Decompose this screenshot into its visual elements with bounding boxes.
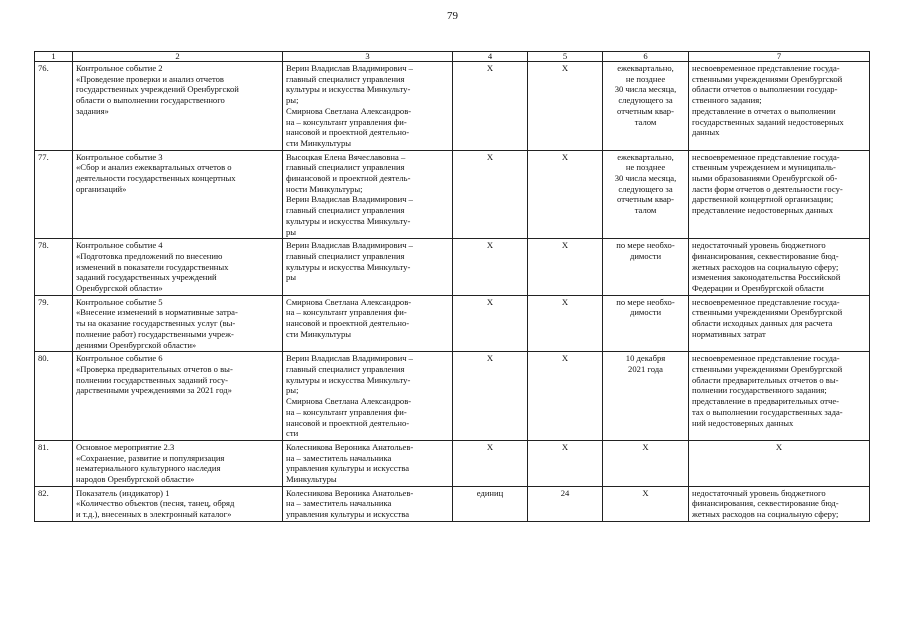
header-cell: 2 (73, 52, 283, 62)
cell-line: главный специалист управления (286, 162, 405, 173)
cell-c2 (73, 440, 283, 486)
cell-line: представление в отчетах о выполнении (692, 105, 836, 116)
cell-line: Федерации и Оренбургской области (692, 283, 824, 294)
cell-line: Показатель (индикатор) 1 (76, 487, 170, 498)
cell-line: на – заместитель начальника (286, 498, 392, 509)
cell-line: ственными учреждениями Оренбургской (692, 363, 843, 374)
cell-line: «Внесение изменений в нормативные затра- (76, 307, 238, 318)
cell-line: X (561, 63, 569, 73)
cell-c2 (73, 239, 283, 296)
cell-line: нематериального культурного наследия (76, 463, 221, 474)
cell-c6 (603, 352, 689, 441)
cell-line: ний недостоверных данных (692, 417, 794, 428)
cell-c5 (528, 295, 603, 352)
cell-c7 (689, 239, 870, 296)
row-number: 77. (35, 150, 73, 239)
cell-line: не позднее (625, 162, 666, 173)
cell-line: по мере необхо- (616, 240, 675, 251)
cell-line: ры (286, 272, 297, 283)
cell-line: финансовой и проектной деятель- (286, 173, 411, 184)
cell-line: главный специалист управления (286, 73, 405, 84)
cell-line: дарственными учреждениями за 2021 год» (76, 385, 232, 396)
cell-line: изменений в показатели государственных (76, 261, 229, 272)
cell-line: X (561, 441, 569, 452)
cell-line: ласти форм отчетов о деятельности госу- (692, 183, 843, 194)
cell-line: Колесникова Вероника Анатольев- (286, 441, 414, 452)
row-number: 80. (35, 352, 73, 441)
cell-line: главный специалист управления (286, 250, 405, 261)
cell-line: Контрольное событие 6 (76, 353, 163, 364)
cell-c2 (73, 352, 283, 441)
header-cell: 5 (528, 52, 603, 62)
cell-line: X (642, 487, 649, 498)
header-cell: 4 (453, 52, 528, 62)
cell-line: «Сохранение, развитие и популяризация (76, 452, 225, 463)
cell-line: государственных заданий недостоверных (692, 116, 844, 127)
cell-line: управления культуры и искусства (286, 463, 410, 474)
cell-line: финансирования, секвестирование бюд- (692, 250, 839, 261)
cell-line: X (486, 353, 494, 364)
cell-line: Колесникова Вероника Анатольев- (286, 487, 414, 498)
table-row (35, 440, 870, 486)
cell-line: и т.д.), внесенных в электронный каталог» (76, 509, 232, 520)
cell-line: «Сбор и анализ ежеквартальных отчетов о (76, 162, 232, 173)
cell-c5 (528, 352, 603, 441)
cell-line: талом (634, 116, 657, 127)
cell-line: недостаточный уровень бюджетного (692, 240, 826, 251)
cell-line: X (561, 353, 569, 364)
cell-line: не позднее (625, 73, 666, 84)
cell-c7 (689, 62, 870, 151)
cell-c5 (528, 486, 603, 521)
cell-line: отчетным квар- (617, 194, 674, 205)
cell-line: единиц (476, 487, 504, 498)
cell-line: следующего за (618, 95, 673, 106)
cell-line: X (561, 151, 569, 162)
cell-line: полнении государственных заданий госу- (76, 374, 229, 385)
cell-c7 (689, 150, 870, 239)
cell-line: финансирования, секвестирование бюд- (692, 498, 839, 509)
cell-c5 (528, 150, 603, 239)
cell-line: области отчетов о выполнении государ- (692, 84, 838, 95)
cell-c3 (283, 352, 453, 441)
header-cell: 3 (283, 52, 453, 62)
cell-c4 (453, 486, 528, 521)
cell-c6 (603, 62, 689, 151)
monitoring-table (34, 51, 870, 522)
cell-line: ными образованиями Оренбургской об- (692, 173, 838, 184)
cell-c4 (453, 239, 528, 296)
cell-c5 (528, 239, 603, 296)
cell-line: димости (629, 307, 662, 318)
cell-line: нормативных затрат (692, 328, 766, 339)
cell-line: Смирнова Светлана Александров- (286, 296, 412, 307)
cell-line: области предварительных отчетов о вы- (692, 374, 839, 385)
cell-line: данных (692, 127, 720, 138)
cell-line: ры; (286, 385, 299, 396)
cell-line: нансовой и проектной деятельно- (286, 417, 410, 428)
cell-line: «Проверка предварительных отчетов о вы- (76, 363, 233, 374)
cell-line: задания» (76, 105, 109, 116)
header-cell: 1 (35, 52, 73, 62)
cell-line: государственных учреждений Оренбургской (76, 84, 239, 95)
cell-line: главный специалист управления (286, 205, 405, 216)
cell-line: изменения законодательства Российской (692, 272, 841, 283)
cell-line: талом (634, 205, 657, 216)
cell-line: «Количество объектов (песня, танец, обряд (76, 498, 235, 509)
cell-line: нансовой и проектной деятельно- (286, 318, 410, 329)
cell-c3 (283, 239, 453, 296)
cell-line: несвоевременное представление госуда- (692, 353, 840, 364)
cell-line: сти (286, 428, 299, 439)
cell-c3 (283, 295, 453, 352)
table-row (35, 352, 870, 441)
cell-line: управления культуры и искусства (286, 509, 410, 520)
table-row (35, 239, 870, 296)
cell-line: ственным учреждением и муниципаль- (692, 162, 836, 173)
cell-line: 2021 года (628, 363, 663, 374)
cell-line: «Проведение проверки и анализ отчетов (76, 73, 224, 84)
cell-line: X (561, 240, 569, 251)
cell-line: X (561, 296, 569, 307)
cell-line: на – консультант управления фи- (286, 406, 407, 417)
cell-line: ежеквартально, (617, 151, 674, 162)
cell-line: Смирнова Светлана Александров- (286, 105, 412, 116)
cell-line: нансовой и проектной деятельно- (286, 127, 410, 138)
table-row (35, 62, 870, 151)
cell-line: ежеквартально, (617, 63, 674, 73)
cell-line: главный специалист управления (286, 363, 405, 374)
cell-c2 (73, 62, 283, 151)
cell-line: димости (629, 250, 662, 261)
cell-line: 24 (560, 487, 570, 498)
cell-line: ственными учреждениями Оренбургской (692, 73, 843, 84)
cell-line: дарственной концертной организации; (692, 194, 834, 205)
cell-c4 (453, 440, 528, 486)
cell-line: Контрольное событие 2 (76, 63, 163, 73)
cell-c6 (603, 486, 689, 521)
cell-line: Контрольное событие 3 (76, 151, 163, 162)
cell-c4 (453, 150, 528, 239)
cell-line: Основное мероприятие 2.3 (76, 441, 175, 452)
cell-line: по мере необхо- (616, 296, 675, 307)
cell-line: жетных расходов на социальную сферу; (692, 261, 839, 272)
cell-c7 (689, 295, 870, 352)
cell-line: дениями Оренбургской области» (76, 339, 197, 350)
cell-line: области о выполнении государственного (76, 95, 225, 106)
cell-line: ты на оказание государственных услуг (вы- (76, 318, 236, 329)
cell-line: ры (286, 226, 297, 237)
cell-c5 (528, 62, 603, 151)
cell-c3 (283, 150, 453, 239)
cell-c7 (689, 486, 870, 521)
cell-c6 (603, 295, 689, 352)
cell-c2 (73, 486, 283, 521)
cell-line: жетных расходов на социальную сферу; (692, 509, 839, 520)
cell-line: ственного задания; (692, 95, 762, 106)
cell-line: несвоевременное представление госуда- (692, 151, 840, 162)
cell-line: представление в предварительных отче- (692, 396, 840, 407)
cell-line: полнении государственного задания; (692, 385, 827, 396)
cell-line: X (486, 63, 494, 73)
cell-line: на – консультант управления фи- (286, 307, 407, 318)
cell-c4 (453, 352, 528, 441)
cell-c5 (528, 440, 603, 486)
cell-line: сти Минкультуры (286, 137, 352, 148)
cell-line: культуры и искусства Минкульту- (286, 374, 411, 385)
cell-line: сти Минкультуры (286, 328, 352, 339)
cell-line: Контрольное событие 4 (76, 240, 163, 251)
cell-line: «Подготовка предложений по внесению (76, 250, 223, 261)
cell-c3 (283, 440, 453, 486)
cell-line: X (775, 441, 783, 452)
cell-line: Высоцкая Елена Вячеславовна – (286, 151, 406, 162)
cell-line: культуры и искусства Минкульту- (286, 84, 411, 95)
cell-line: деятельности государственных концертных (76, 173, 236, 184)
row-number: 76. (35, 62, 73, 151)
cell-c3 (283, 486, 453, 521)
cell-line: Верин Владислав Владимирович – (286, 353, 413, 364)
page-number: 79 (447, 10, 458, 22)
cell-c3 (283, 62, 453, 151)
cell-line: культуры и искусства Минкульту- (286, 215, 411, 226)
row-number: 78. (35, 239, 73, 296)
cell-c2 (73, 150, 283, 239)
row-number: 79. (35, 295, 73, 352)
cell-line: тах о выполнении государственных зада- (692, 406, 843, 417)
cell-line: X (486, 296, 494, 307)
cell-line: Оренбургской области» (76, 283, 163, 294)
cell-line: несвоевременное представление госуда- (692, 63, 840, 73)
cell-c4 (453, 295, 528, 352)
cell-line: заданий государственных учреждений (76, 272, 217, 283)
cell-line: недостаточный уровень бюджетного (692, 487, 826, 498)
cell-line: на – заместитель начальника (286, 452, 392, 463)
cell-line: 30 числа месяца, (614, 173, 677, 184)
cell-line: представление недостоверных данных (692, 205, 833, 216)
cell-line: X (486, 441, 494, 452)
cell-line: народов Оренбургской области» (76, 474, 195, 485)
cell-c4 (453, 62, 528, 151)
cell-line: ственными учреждениями Оренбургской (692, 307, 843, 318)
cell-line: Минкультуры (286, 474, 337, 485)
cell-line: полнение работ) государственными учреж- (76, 328, 234, 339)
cell-line: Верин Владислав Владимирович – (286, 63, 413, 73)
row-number: 82. (35, 486, 73, 521)
cell-line: области исходных данных для расчета (692, 318, 833, 329)
cell-c2 (73, 295, 283, 352)
cell-c6 (603, 150, 689, 239)
cell-line: 30 числа месяца, (614, 84, 677, 95)
cell-line: отчетным квар- (617, 105, 674, 116)
cell-line: X (486, 240, 494, 251)
table-row (35, 150, 870, 239)
cell-line: X (486, 151, 494, 162)
cell-line: на – консультант управления фи- (286, 116, 407, 127)
cell-line: культуры и искусства Минкульту- (286, 261, 411, 272)
cell-line: несвоевременное представление госуда- (692, 296, 840, 307)
cell-c7 (689, 352, 870, 441)
cell-line: Смирнова Светлана Александров- (286, 396, 412, 407)
header-cell: 7 (689, 52, 870, 62)
cell-c7 (689, 440, 870, 486)
cell-line: ры; (286, 95, 299, 106)
cell-line: Верин Владислав Владимирович – (286, 240, 413, 251)
table-row (35, 295, 870, 352)
cell-line: следующего за (618, 183, 673, 194)
header-cell: 6 (603, 52, 689, 62)
table-row (35, 486, 870, 521)
cell-line: 10 декабря (625, 353, 666, 364)
cell-line: Контрольное событие 5 (76, 296, 163, 307)
cell-line: Верин Владислав Владимирович – (286, 194, 413, 205)
cell-line: организаций» (76, 183, 127, 194)
cell-c6 (603, 239, 689, 296)
cell-c6 (603, 440, 689, 486)
cell-line: X (642, 441, 649, 452)
row-number: 81. (35, 440, 73, 486)
header-row (35, 52, 870, 62)
cell-line: ности Минкультуры; (286, 183, 363, 194)
